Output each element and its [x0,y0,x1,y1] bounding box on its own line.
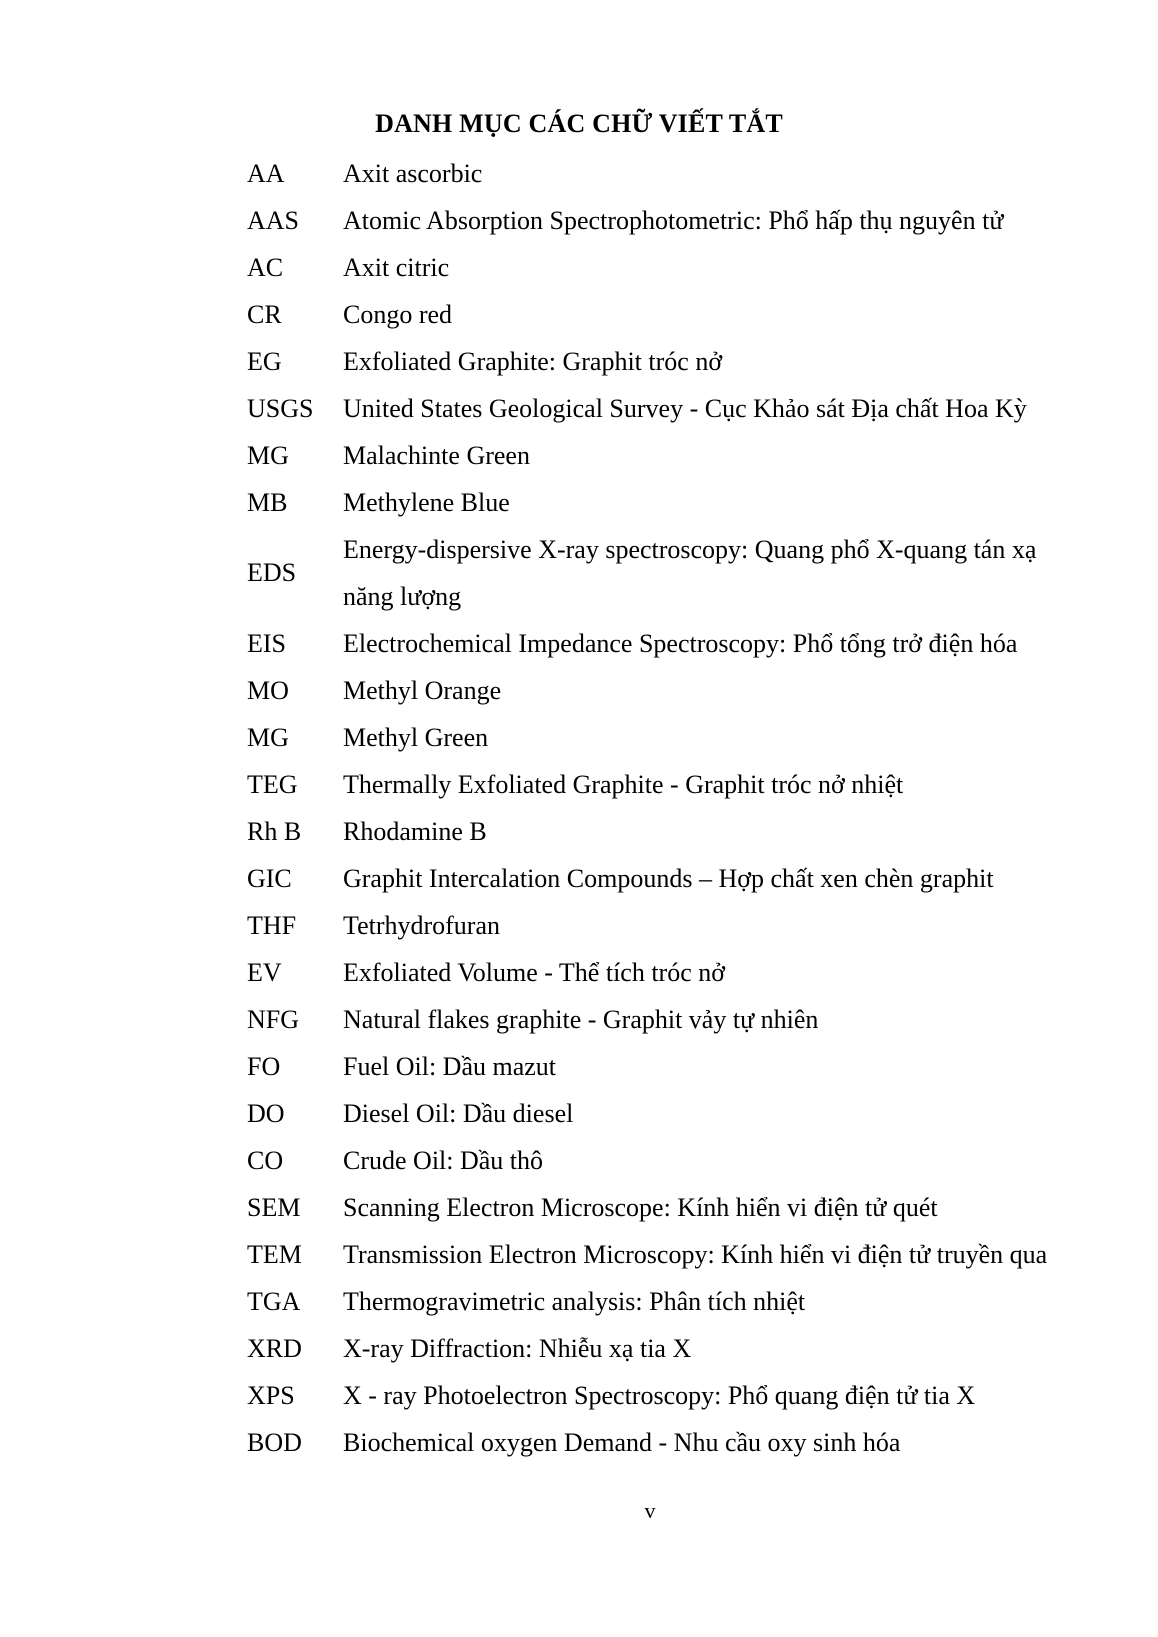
abbreviation-definition: Exfoliated Graphite: Graphit tróc nở [343,347,723,376]
abbreviation-row [247,338,1127,385]
abbreviation-term: EDS [247,558,297,587]
abbreviation-definition: Rhodamine B [343,817,487,846]
abbreviation-row [247,1372,1127,1419]
abbreviation-definition: Axit ascorbic [343,159,483,188]
abbreviation-term: AA [247,159,285,188]
abbreviation-definition: Crude Oil: Dầu thô [343,1146,544,1175]
abbreviation-row [247,808,1127,855]
abbreviation-term: XPS [247,1381,295,1410]
abbreviation-term: USGS [247,394,314,423]
abbreviation-definition: Graphit Intercalation Compounds – Hợp chất xen chèn graphit [343,864,994,893]
abbreviation-term: THF [247,911,297,940]
abbreviation-definition: Methyl Orange [343,676,502,705]
abbreviation-row [247,526,1127,620]
abbreviation-term: XRD [247,1334,302,1363]
abbreviation-term: AAS [247,206,300,235]
abbreviation-row [247,1137,1127,1184]
abbreviation-term: EIS [247,629,286,658]
abbreviation-term: NFG [247,1005,300,1034]
abbreviation-definition: Malachinte Green [343,441,530,470]
abbreviation-row [247,1278,1127,1325]
abbreviation-term: CO [247,1146,284,1175]
abbreviation-row [247,620,1127,667]
abbreviation-definition: Axit citric [343,253,450,282]
abbreviation-term: BOD [247,1428,302,1457]
abbreviation-row [247,1043,1127,1090]
abbreviation-list [247,150,1127,1466]
abbreviation-row [247,1184,1127,1231]
abbreviation-row [247,1325,1127,1372]
abbreviation-row [247,1419,1127,1466]
abbreviation-row [247,197,1127,244]
abbreviation-definition: Methyl Green [343,723,489,752]
abbreviation-term: MO [247,676,289,705]
abbreviation-term: EG [247,347,282,376]
abbreviation-term: Rh B [247,817,302,846]
abbreviation-term: FO [247,1052,281,1081]
abbreviation-row [247,855,1127,902]
abbreviation-row [247,714,1127,761]
abbreviation-definition: United States Geological Survey - Cục Khảo sát Địa chất Hoa Kỳ [343,394,1027,423]
abbreviation-row [247,150,1127,197]
abbreviation-definition: Congo red [343,300,453,329]
abbreviation-definition: X-ray Diffraction: Nhiễu xạ tia X [343,1334,692,1363]
abbreviation-row [247,479,1127,526]
abbreviation-definition: Atomic Absorption Spectrophotometric: Phổ hấp thụ nguyên tử [343,206,1004,235]
abbreviation-term: MG [247,441,289,470]
abbreviation-term: TEM [247,1240,302,1269]
abbreviation-definition: X - ray Photoelectron Spectroscopy: Phổ quang điện tử tia X [343,1381,976,1410]
abbreviation-term: DO [247,1099,285,1128]
abbreviation-row [247,1231,1127,1278]
abbreviation-term: MG [247,723,289,752]
abbreviation-row [247,385,1127,432]
abbreviation-definition: Transmission Electron Microscopy: Kính hiển vi điện tử truyền qua [343,1240,1048,1269]
abbreviation-definition: Tetrhydrofuran [343,911,501,940]
abbreviation-term: EV [247,958,282,987]
abbreviation-definition: Diesel Oil: Dầu diesel [343,1099,574,1128]
abbreviation-row [247,1090,1127,1137]
abbreviation-definition: Thermally Exfoliated Graphite - Graphit tróc nở nhiệt [343,770,904,799]
abbreviation-row [247,902,1127,949]
abbreviation-definition: Methylene Blue [343,488,510,517]
abbreviation-row [247,432,1127,479]
abbreviation-term: GIC [247,864,292,893]
abbreviation-term: TEG [247,770,298,799]
abbreviation-term: MB [247,488,288,517]
abbreviation-row [247,949,1127,996]
page-title: DANH MỤC CÁC CHỮ VIẾT TẮT [375,109,783,138]
abbreviation-term: AC [247,253,284,282]
abbreviation-definition: Scanning Electron Microscope: Kính hiển vi điện tử quét [343,1193,938,1222]
abbreviation-row [247,244,1127,291]
abbreviation-row [247,291,1127,338]
abbreviation-row [247,667,1127,714]
abbreviation-term: SEM [247,1193,301,1222]
abbreviation-row [247,761,1127,808]
abbreviation-definition: Electrochemical Impedance Spectroscopy: Phổ tổng trở điện hóa [343,629,1018,658]
abbreviation-definition: Energy-dispersive X-ray spectroscopy: Quang phổ X-quang tán xạ năng lượng [343,535,1037,611]
abbreviation-row [247,996,1127,1043]
page-number: v [644,1498,656,1523]
abbreviation-definition: Fuel Oil: Dầu mazut [343,1052,557,1081]
abbreviation-definition: Biochemical oxygen Demand - Nhu cầu oxy sinh hóa [343,1428,901,1457]
abbreviation-definition: Natural flakes graphite - Graphit vảy tự nhiên [343,1005,819,1034]
abbreviation-term: CR [247,300,282,329]
abbreviation-definition: Exfoliated Volume - Thể tích tróc nở [343,958,726,987]
abbreviation-term: TGA [247,1287,301,1316]
abbreviation-definition: Thermogravimetric analysis: Phân tích nhiệt [343,1287,806,1316]
